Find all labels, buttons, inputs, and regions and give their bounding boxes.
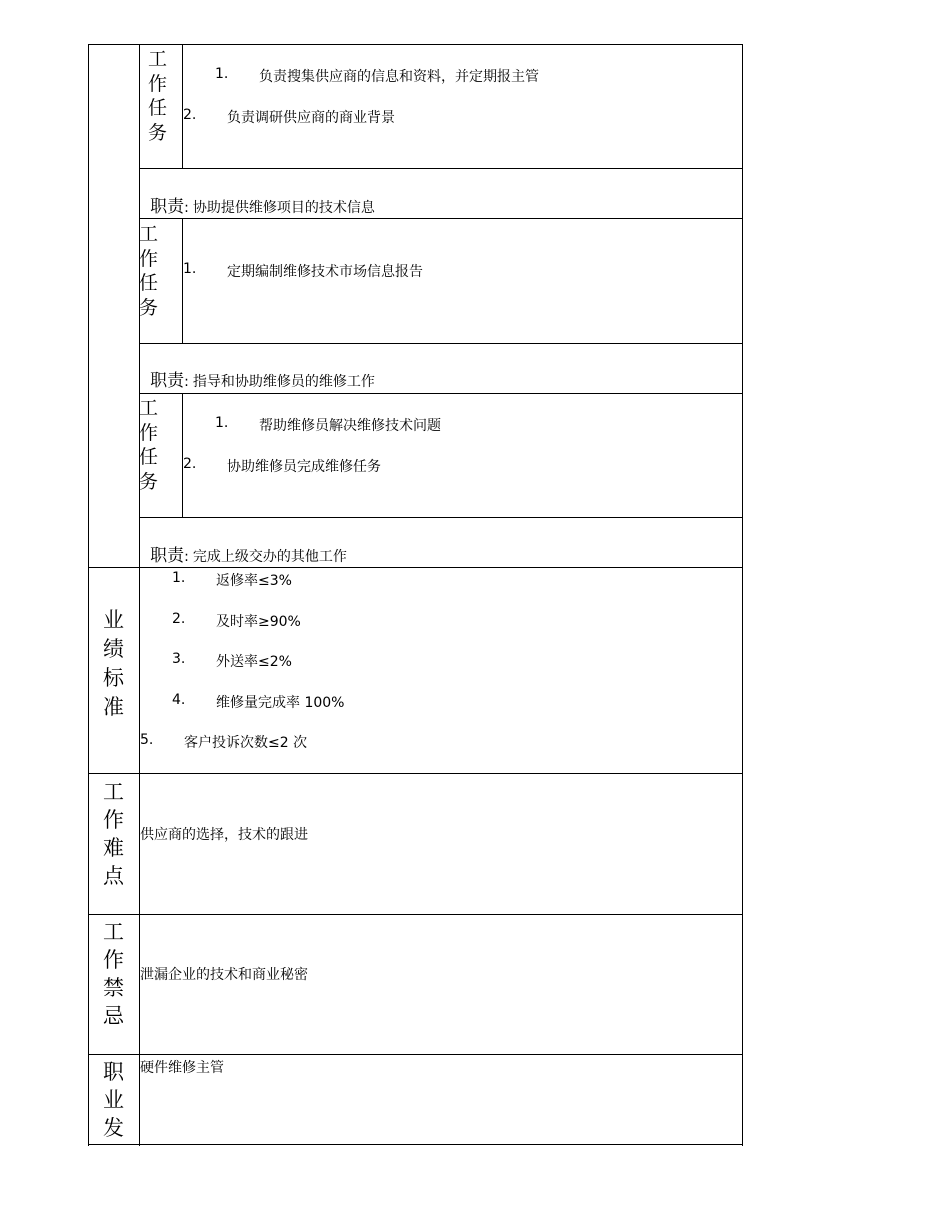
- row-divider: [139, 393, 743, 394]
- task-label: 工 作 任 务: [139, 223, 159, 319]
- duty-line: [140, 347, 375, 391]
- performance-number: 5.: [140, 732, 154, 748]
- row-divider: [139, 517, 743, 518]
- duty-text: 指导和协助维修员的维修工作: [192, 374, 375, 390]
- task-number: 1.: [183, 261, 197, 277]
- performance-number: 1.: [172, 570, 186, 586]
- taboo-label: 工 作 禁 忌: [103, 920, 124, 1028]
- career-text: 硬件维修主管: [140, 1060, 224, 1076]
- duty-label: 职责: [150, 197, 185, 217]
- task-label: 工 作 任 务: [148, 48, 168, 144]
- task-text: 协助维修员完成维修任务: [227, 459, 381, 475]
- table-border-right: [742, 44, 743, 1146]
- duty-line: [140, 173, 375, 217]
- task-label-divider-2: [182, 219, 183, 344]
- taboo-text: 泄漏企业的技术和商业秘密: [140, 967, 308, 983]
- row-divider: [139, 168, 743, 169]
- performance-number: 4.: [172, 692, 186, 708]
- performance-item: 维修量完成率 100%: [216, 695, 345, 711]
- row-divider: [139, 343, 743, 344]
- task-text: 帮助维修员解决维修技术问题: [259, 418, 441, 434]
- task-number: 2.: [183, 107, 197, 123]
- difficulty-label: 工 作 难 点: [103, 780, 124, 888]
- performance-item: 客户投诉次数≤2 次: [184, 735, 308, 751]
- task-number: 1.: [215, 415, 229, 431]
- task-number: 2.: [183, 456, 197, 472]
- table-border-bottom: [88, 1144, 743, 1145]
- duty-label: 职责: [150, 546, 185, 566]
- row-divider: [88, 773, 743, 774]
- duty-line: [140, 522, 347, 566]
- row-divider: [88, 567, 743, 568]
- task-text: 负责调研供应商的商业背景: [227, 110, 395, 126]
- duty-text: 协助提供维修项目的技术信息: [192, 200, 375, 216]
- career-label: 职 业 发: [103, 1060, 124, 1140]
- duty-separator: :: [184, 200, 189, 216]
- duty-label: 职责: [150, 371, 185, 391]
- row-divider: [139, 218, 743, 219]
- task-text: 负责搜集供应商的信息和资料，并定期报主管: [259, 69, 539, 85]
- difficulty-text: 供应商的选择，技术的跟进: [140, 827, 308, 843]
- task-number: 1.: [215, 66, 229, 82]
- performance-label: 业 绩 标 准: [103, 608, 124, 719]
- duty-separator: :: [184, 374, 189, 390]
- performance-item: 外送率≤2%: [216, 654, 292, 670]
- performance-item: 返修率≤3%: [216, 573, 292, 589]
- task-label: 工 作 任 务: [139, 397, 159, 493]
- row-divider: [88, 914, 743, 915]
- row-divider: [88, 1054, 743, 1055]
- duty-separator: :: [184, 549, 189, 565]
- performance-number: 3.: [172, 651, 186, 667]
- duty-text: 完成上级交办的其他工作: [192, 549, 347, 565]
- table-border-left: [88, 44, 89, 1146]
- table-border-top: [88, 44, 743, 45]
- performance-item: 及时率≥90%: [216, 614, 301, 630]
- task-text: 定期编制维修技术市场信息报告: [227, 264, 423, 280]
- performance-number: 2.: [172, 611, 186, 627]
